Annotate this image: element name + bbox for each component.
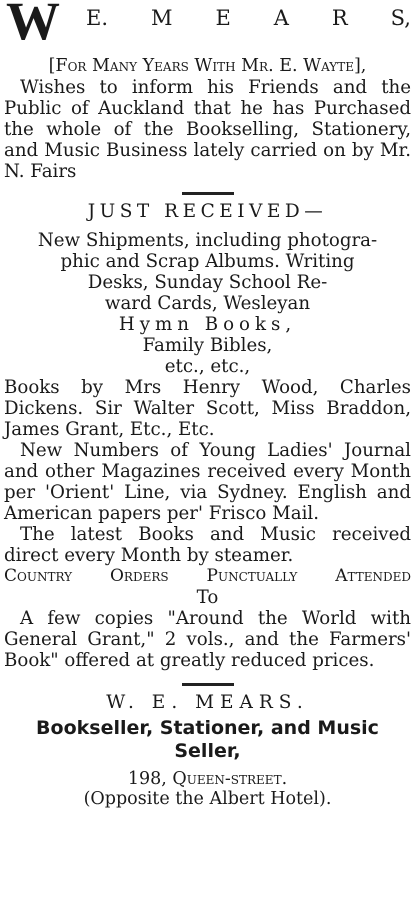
just-received-heading: JUST RECEIVED— (87, 201, 328, 222)
name-letter: M (150, 6, 173, 30)
divider-rule (182, 192, 234, 195)
landmark-line: (Opposite the Albert Hotel). (83, 789, 332, 809)
received-line: etc., etc., (164, 356, 251, 377)
new-numbers-paragraph: New Numbers of Young Ladies' Journal and other Magazines received every Month per 'Orient' Line, via Sydney. English and American papers per' Frisco Mail. (4, 440, 411, 524)
name-letter: E (215, 6, 231, 30)
spaced-name (86, 6, 411, 30)
received-line: ward Cards, Wesleyan (104, 293, 311, 314)
name-letter: E. (86, 6, 109, 30)
trade-line: Seller, (174, 740, 241, 762)
received-line: New Shipments, including photogra- (37, 230, 378, 251)
divider-rule (182, 683, 234, 686)
received-line: Hymn Books, (118, 314, 297, 335)
name-letter: R (331, 6, 348, 30)
trade-line: Bookseller, Stationer, and Music (36, 717, 379, 739)
copies-paragraph: A few copies "Around the World with General Grant," 2 vols., and the Farmers' Book" offered at greatly reduced prices. (4, 608, 411, 671)
books-paragraph: Books by Mrs Henry Wood, Charles Dickens. Sir Walter Scott, Miss Braddon, James Grant, Etc., Etc. (4, 377, 411, 440)
bracket-line: [For Many Years With Mr. E. Wayte], (48, 56, 367, 76)
address-street: Queen-street. (172, 769, 288, 789)
received-line: phic and Scrap Albums. Writing (60, 251, 355, 272)
to-line: To (196, 587, 219, 608)
received-items (4, 230, 411, 377)
advertiser-name-heading (4, 0, 411, 50)
street-address (4, 769, 411, 789)
latest-books-paragraph: The latest Books and Music received direct every Month by steamer. (4, 524, 411, 566)
country-orders-line: Country Orders Punctually Attended (4, 566, 411, 586)
received-line: Desks, Sunday School Re- (87, 272, 328, 293)
intro-paragraph: Wishes to inform his Friends and the Public of Auckland that he has Purchased the whole of the Bookselling, Stationery, and Music Business lately carried on by Mr. N. Fairs (4, 77, 411, 182)
name-letter: S, (390, 6, 411, 30)
footer-name: W. E. MEARS. (106, 692, 309, 713)
name-letter: A (273, 6, 289, 30)
received-line: Family Bibles, (142, 335, 273, 356)
address-number: 198, (127, 769, 167, 789)
drop-initial: W (6, 0, 60, 51)
